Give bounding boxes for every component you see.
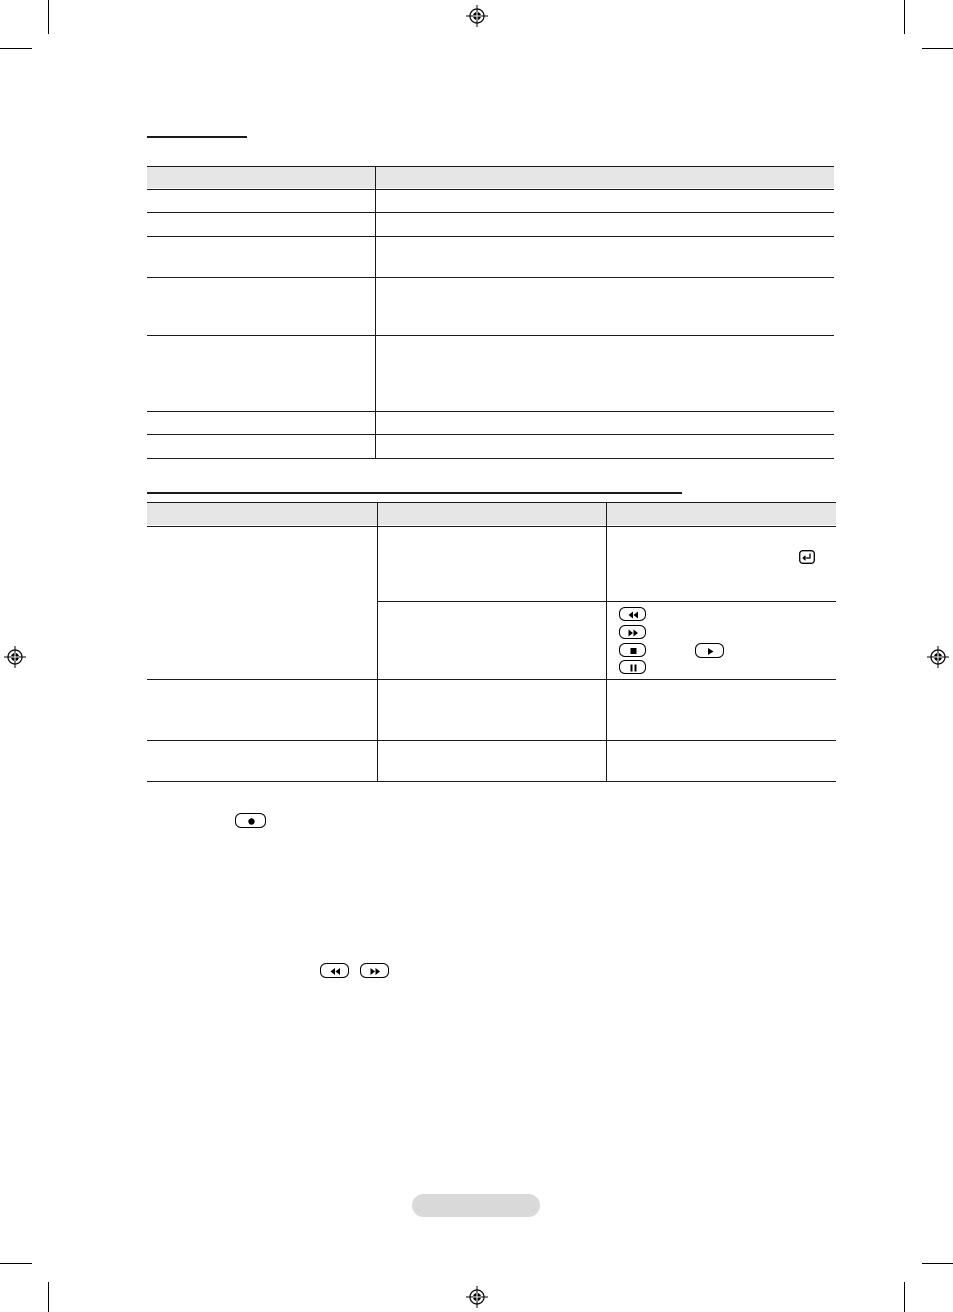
section-heading-underline [147,492,682,494]
record-icon [235,813,266,828]
table-rule [147,781,836,782]
crop-mark [922,48,953,49]
crop-mark [0,1263,32,1264]
table-column-divider [606,502,607,781]
table-rule [147,277,834,278]
fast-forward-icon [360,963,389,978]
page-number-pill [412,1194,540,1217]
rewind-icon [320,963,349,978]
table-rule [147,212,834,213]
table-header-row [147,502,836,525]
table-rule [147,526,836,527]
stop-icon [619,643,646,657]
table-rule [147,434,834,435]
table-rule [147,740,836,741]
table-rule [147,236,834,237]
table-rule [147,335,834,336]
crop-mark [48,0,49,34]
table-header-row [147,166,834,188]
registration-mark-icon [4,646,26,668]
pause-icon [619,660,646,674]
table-rule [147,502,836,503]
crop-mark [904,0,905,34]
registration-mark-icon [466,5,488,27]
play-icon [695,643,724,658]
table-rule [147,458,834,459]
table-rule [147,189,834,190]
table-rule [147,411,834,412]
table-rule [147,679,836,680]
registration-mark-icon [466,1286,488,1308]
table-column-divider [377,502,378,781]
section-heading-underline [147,136,247,138]
table-column-divider [375,166,376,458]
registration-mark-icon [927,646,949,668]
fast-forward-icon [619,625,646,639]
enter-icon [799,550,815,564]
table-rule [147,166,834,167]
crop-mark [48,1282,49,1312]
crop-mark [0,48,32,49]
crop-mark [922,1263,953,1264]
crop-mark [904,1282,905,1312]
rewind-icon [619,607,646,621]
